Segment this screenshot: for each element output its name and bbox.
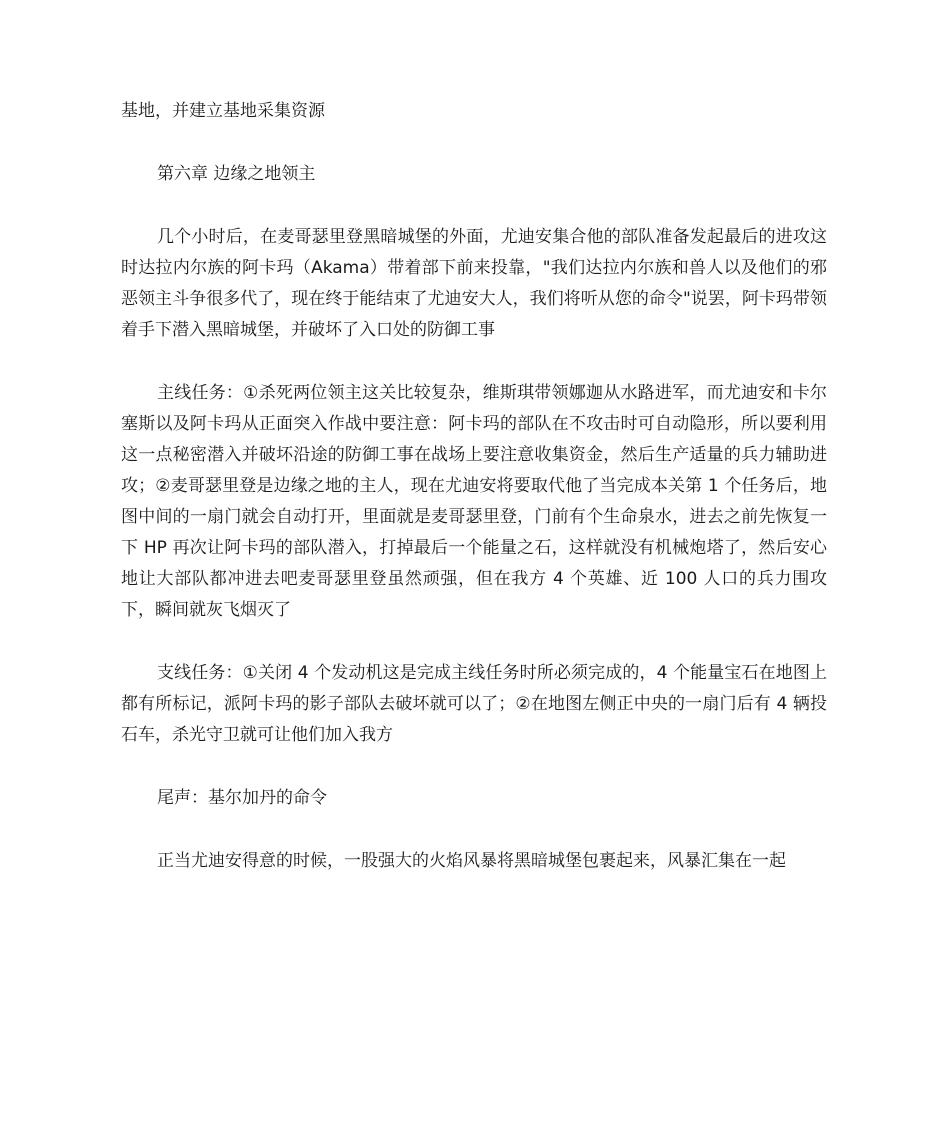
paragraph-side-quest: 支线任务：①关闭 4 个发动机这是完成主线任务时所必须完成的，4 个能量宝石在地图上都有所标记，派阿卡玛的影子部队去破坏就可以了；②在地图左侧正中央的一扇门后有 4 辆投石车，杀光守卫就可让他们加入我方 [121,663,827,745]
epilogue-heading: 尾声：基尔加丹的命令 [157,788,327,808]
paragraph-epilogue: 正当尤迪安得意的时候，一股强大的火焰风暴将黑暗城堡包裹起来，风暴汇集在一起 [157,851,786,871]
document-page [121,96,827,877]
paragraph-main-quest: 主线任务：①杀死两位领主这关比较复杂，维斯琪带领娜迦从水路进军，而尤迪安和卡尔塞斯以及阿卡玛从正面突入作战中要注意：阿卡玛的部队在不攻击时可自动隐形，所以要利用这一点秘密潜入并破坏沿途的防御工事在战场上要注意收集资金，然后生产适量的兵力辅助进攻；②麦哥瑟里登是边缘之地的主人，现在尤迪安将要取代他了当完成本关第 1 个任务后，地图中间的一扇门就会自动打开，里面就是麦哥瑟里登，门前有个生命泉水，进去之前先恢复一下 HP 再次让阿卡玛的部队潜入，打掉最后一个能量之石，这样就没有机械炮塔了，然后安心地让大部队都冲进去吧麦哥瑟里登虽然顽强，但在我方 4 个英雄、近 100 人口的兵力围攻下，瞬间就灰飞烟灭了 [121,383,827,620]
paragraph-story: 几个小时后，在麦哥瑟里登黑暗城堡的外面，尤迪安集合他的部队准备发起最后的进攻这时达拉内尔族的阿卡玛（Akama）带着部下前来投靠，"我们达拉内尔族和兽人以及他们的邪恶领主斗争很多代了，现在终于能结束了尤迪安大人，我们将听从您的命令"说罢，阿卡玛带领着手下潜入黑暗城堡，并破坏了入口处的防御工事 [121,227,827,340]
paragraph-continuation: 基地，并建立基地采集资源 [121,101,325,121]
chapter-heading: 第六章 边缘之地领主 [157,164,316,184]
